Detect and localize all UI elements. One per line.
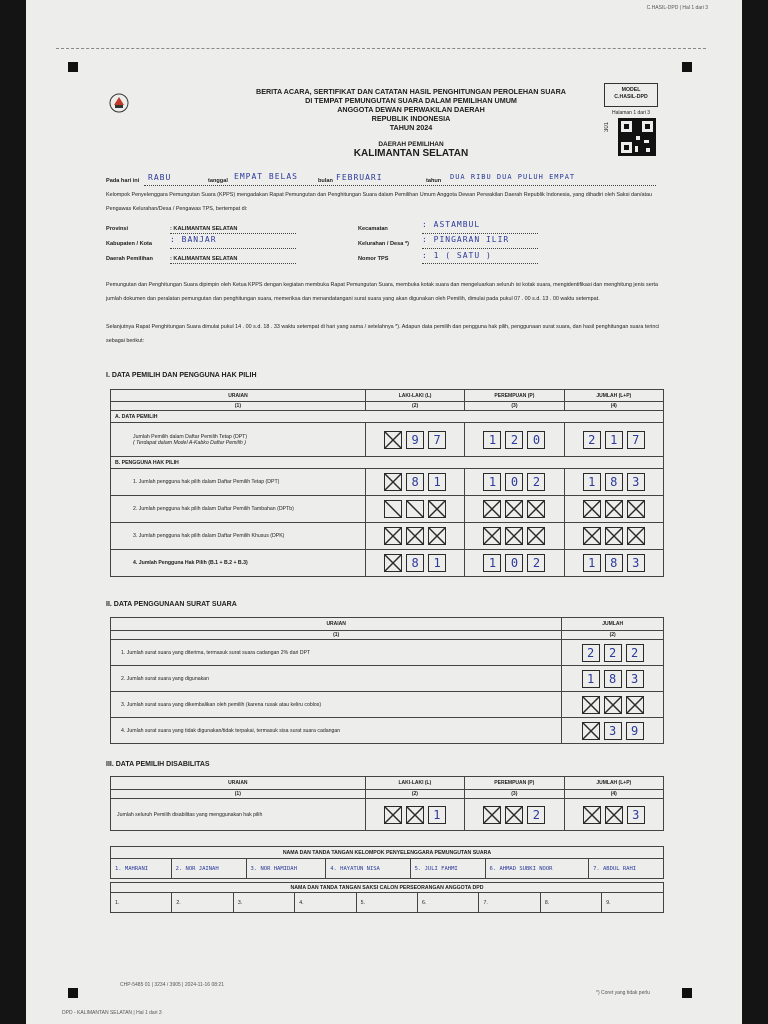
crossed-digit-box	[384, 806, 402, 824]
signature-table: NAMA DAN TANDA TANGAN KELOMPOK PENYELENGGARA PEMUNGUTAN SUARA 1. MAHRANI 2. NOR JAINAH 3. NOR HAMIDAH 4. HAYATUN NISA 5. JULI FAHMI 6. AHMAD SUBKI NOOR 7. ABDUL RAHI	[110, 846, 664, 879]
kpps-signature: 7. ABDUL RAHI	[589, 859, 664, 879]
crossed-digit-box	[384, 500, 402, 518]
kpps-signature-row	[111, 859, 664, 879]
dapil-value: : KALIMANTAN SELATAN	[170, 256, 238, 262]
tanggal-value: EMPAT BELAS	[234, 172, 298, 181]
paragraph-2: Selanjutnya Rapat Penghitungan Suara dimulai pukul 14 . 00 s.d. 18 . 33 waktu setempat di hari yang sama / setelahnya *). Adapun data pemilih dan pengguna hak pilih, penggunaan surat suara, dan hasil penghitungan suara terinci sebagai berikut:	[106, 324, 660, 344]
digit-box: 3	[626, 670, 644, 688]
saksi-signature: 2.	[172, 893, 233, 913]
digit-box: 3	[627, 554, 645, 572]
digit-box: 8	[605, 473, 623, 491]
corner-marker	[68, 62, 78, 72]
table-row: 4. Jumlah surat suara yang tidak digunakan/tidak terpakai, termasuk sisa surat suara cadangan 3 9	[111, 718, 664, 744]
digit-box: 1	[428, 554, 446, 572]
crossed-digit-box	[527, 527, 545, 545]
crossed-digit-box	[483, 500, 501, 518]
digit-box: 3	[627, 473, 645, 491]
tahun-label: tahun	[426, 178, 442, 184]
digit-box: 3	[627, 806, 645, 824]
section-1-table: URAIAN LAKI-LAKI (L) PEREMPUAN (P) JUMLAH (L+P) (1) (2) (3) (4) A. DATA PEMILIH Jumlah Pemilih dalam Daftar Pemilih Tetap (DPT) ( Terdapat dalam Model A-Kabko Daftar Pemilih ) 9 7 1 2 0 2 1 7 B. PENGGUNA HAK PILIH 1. Jumlah pengguna hak pilih dalam Daftar Pemilih Tetap (DPT) 8 1 1 0 2 1 8 3 2. Jumlah pengguna hak pilih dalam Daftar Pemilih Tambahan (DPTb) 3. Jumlah pengguna hak pilih dalam Daftar Pemilih Khusus (DPK) 4. Jumlah Pengguna Hak Pilih (B.1 + B.2 + B.3) 8 1 1 0 2 1 8 3	[110, 389, 664, 577]
crossed-digit-box	[406, 500, 424, 518]
crossed-digit-box	[505, 806, 523, 824]
digit-box: 8	[406, 473, 424, 491]
digit-box: 2	[604, 644, 622, 662]
saksi-table: NAMA DAN TANDA TANGAN SAKSI CALON PERSEORANGAN ANGGOTA DPD 1. 2. 3. 4. 5. 6. 7. 8. 9.	[110, 882, 664, 913]
section-2-table: URAIAN JUMLAH (1) (2) 1. Jumlah surat suara yang diterima, termasuk surat suara cadangan 2% dari DPT 2 2 2 2. Jumlah surat suara yang digunakan 1 8 3 3. Jumlah surat suara yang dikembalikan oleh pemilih (karena rusak atau keliru coblos) 4. Jumlah surat suara yang tidak digunakan/tidak terpakai, termasuk sisa surat suara cadangan 3 9	[110, 617, 664, 744]
crossed-digit-box	[505, 527, 523, 545]
date-dotline	[144, 185, 656, 186]
kpps-signature: 3. NOR HAMIDAH	[246, 859, 326, 879]
digit-box: 1	[428, 473, 446, 491]
kpps-signature: 1. MAHRANI	[111, 859, 172, 879]
kpps-signature: 6. AHMAD SUBKI NOOR	[485, 859, 589, 879]
table-row: 4. Jumlah Pengguna Hak Pilih (B.1 + B.2 + B.3) 8 1 1 0 2 1 8 3	[111, 550, 664, 577]
print-code: CHP-5485 01 | 3234 / 3905 | 2024-11-16 08:21	[120, 982, 224, 988]
digit-box: 1	[483, 554, 501, 572]
digit-box: 7	[627, 431, 645, 449]
intro-text: Kelompok Penyelenggara Pemungutan Suara (KPPS) mengadakan Rapat Pemungutan dan Penghitungan Suara dalam Pemilihan Umum Anggota Dewan Perwakilan Daerah Republik Indonesia, yang dihadiri oleh Saksi dan/atau Pengawas Kelurahan/Desa / Pengawas TPS, bertempat di:	[106, 192, 652, 212]
digit-box: 1	[483, 473, 501, 491]
digit-box: 7	[428, 431, 446, 449]
crossed-digit-box	[428, 527, 446, 545]
day-value: RABU	[148, 173, 172, 182]
crossed-digit-box	[384, 527, 402, 545]
saksi-signature: 4.	[295, 893, 356, 913]
qr-code	[618, 118, 656, 156]
page-of: Halaman 1 dari 3	[611, 110, 651, 116]
table-row: 3. Jumlah pengguna hak pilih dalam Daftar Pemilih Khusus (DPK)	[111, 523, 664, 550]
kecamatan-value: : ASTAMBUL	[422, 220, 481, 229]
section-2-title: II. DATA PENGGUNAAN SURAT SUARA	[106, 601, 237, 608]
crossed-digit-box	[605, 527, 623, 545]
crossed-digit-box	[582, 722, 600, 740]
digit-box: 1	[428, 806, 446, 824]
kpps-signature: 4. HAYATUN NISA	[326, 859, 410, 879]
digit-box: 1	[583, 473, 601, 491]
tahun-value: DUA RIBU DUA PULUH EMPAT	[450, 173, 576, 181]
bulan-value: FEBRUARI	[336, 173, 383, 182]
digit-box: 2	[583, 431, 601, 449]
footer-note: *) Coret yang tidak perlu	[596, 990, 650, 996]
table-row: 2. Jumlah surat suara yang digunakan 1 8 3	[111, 666, 664, 692]
crossed-digit-box	[505, 500, 523, 518]
saksi-signature: 9.	[602, 893, 664, 913]
saksi-signature-row	[111, 893, 664, 913]
provinsi-label: Provinsi	[106, 226, 129, 232]
saksi-signature: 1.	[111, 893, 172, 913]
digit-box: 0	[505, 473, 523, 491]
crossed-digit-box	[406, 806, 424, 824]
crossed-digit-box	[583, 500, 601, 518]
date-prefix: Pada hari ini	[106, 178, 140, 184]
crossed-digit-box	[384, 554, 402, 572]
crossed-digit-box	[428, 500, 446, 518]
digit-box: 2	[527, 806, 545, 824]
kpps-signature: 2. NOR JAINAH	[171, 859, 246, 879]
kpps-signature: 5. JULI FAHMI	[410, 859, 485, 879]
table-row: 1. Jumlah pengguna hak pilih dalam Daftar Pemilih Tetap (DPT) 8 1 1 0 2 1 8 3	[111, 469, 664, 496]
kecamatan-label: Kecamatan	[358, 226, 388, 232]
digit-box: 0	[505, 554, 523, 572]
digit-box: 1	[582, 670, 600, 688]
digit-box: 8	[604, 670, 622, 688]
corner-marker	[682, 62, 692, 72]
digit-box: 8	[406, 554, 424, 572]
crossed-digit-box	[527, 500, 545, 518]
form-title: BERITA ACARA, SERTIFIKAT DAN CATATAN HASIL PENGHITUNGAN PEROLEHAN SUARA DI TEMPAT PEMUNGUTAN SUARA DALAM PEMILIHAN UMUM ANGGOTA DEWAN PERWAKILAN DAERAH REPUBLIK INDONESIA TAHUN 2024	[256, 87, 566, 132]
tanggal-label: tanggal	[208, 178, 228, 184]
saksi-signature: 3.	[233, 893, 294, 913]
digit-box: 0	[527, 431, 545, 449]
tps-value: : 1 ( SATU )	[422, 251, 492, 260]
kpu-logo	[108, 92, 130, 114]
digit-box: 2	[582, 644, 600, 662]
crossed-digit-box	[627, 500, 645, 518]
kelurahan-value: : PINGARAN ILIR	[422, 235, 510, 244]
corner-marker	[68, 988, 78, 998]
kelurahan-label: Kelurahan / Desa *)	[358, 241, 409, 247]
crossed-digit-box	[384, 473, 402, 491]
crossed-digit-box	[605, 500, 623, 518]
section-1b-title: B. PENGGUNA HAK PILIH	[111, 457, 664, 469]
crossed-digit-box	[582, 696, 600, 714]
crossed-digit-box	[604, 696, 622, 714]
table-row: Jumlah seluruh Pemilih disabilitas yang menggunakan hak pilih 1 2 3	[111, 799, 664, 831]
digit-box: 2	[527, 473, 545, 491]
kabupaten-label: Kabupaten / Kota	[106, 241, 152, 247]
kabupaten-value: : BANJAR	[170, 235, 217, 244]
dapil-label: Daerah Pemilihan	[106, 256, 153, 262]
digit-box: 1	[605, 431, 623, 449]
table-row: Jumlah Pemilih dalam Daftar Pemilih Tetap (DPT) ( Terdapat dalam Model A-Kabko Daftar Pemilih ) 9 7 1 2 0 2 1 7	[111, 423, 664, 457]
form-sheet	[26, 0, 742, 1024]
section-3-table: URAIAN LAKI-LAKI (L) PEREMPUAN (P) JUMLAH (L+P) (1) (2) (3) (4) Jumlah seluruh Pemilih disabilitas yang menggunakan hak pilih 1 2 3	[110, 776, 664, 831]
region-header: DAERAH PEMILIHAN KALIMANTAN SELATAN	[353, 141, 469, 159]
digit-box: 8	[605, 554, 623, 572]
saksi-signature: 5.	[356, 893, 417, 913]
cut-line	[56, 48, 706, 49]
top-strip-text: C.HASIL-DPD | Hal 1 dari 3	[646, 5, 708, 11]
tps-label: Nomor TPS	[358, 256, 389, 262]
digit-box: 9	[626, 722, 644, 740]
table-row: 1. Jumlah surat suara yang diterima, termasuk surat suara cadangan 2% dari DPT 2 2 2	[111, 640, 664, 666]
saksi-signature: 7.	[479, 893, 540, 913]
section-3-title: III. DATA PEMILIH DISABILITAS	[106, 761, 210, 768]
digit-box: 1	[583, 554, 601, 572]
digit-box: 2	[505, 431, 523, 449]
provinsi-value: : KALIMANTAN SELATAN	[170, 226, 238, 232]
model-box: MODEL C.HASIL-DPD	[604, 83, 658, 107]
crossed-digit-box	[384, 431, 402, 449]
crossed-digit-box	[483, 527, 501, 545]
section-1a-title: A. DATA PEMILIH	[111, 411, 664, 423]
bulan-label: bulan	[318, 178, 333, 184]
digit-box: 9	[406, 431, 424, 449]
form-code: 301	[604, 122, 610, 133]
saksi-signature: 8.	[540, 893, 601, 913]
crossed-digit-box	[626, 696, 644, 714]
table-row: 3. Jumlah surat suara yang dikembalikan oleh pemilih (karena rusak atau keliru coblos)	[111, 692, 664, 718]
section-1-title: I. DATA PEMILIH DAN PENGGUNA HAK PILIH	[106, 372, 257, 379]
digit-box: 2	[527, 554, 545, 572]
corner-marker	[682, 988, 692, 998]
digit-box: 3	[604, 722, 622, 740]
saksi-signature: 6.	[418, 893, 479, 913]
crossed-digit-box	[483, 806, 501, 824]
paragraph-1: Pemungutan dan Penghitungan Suara dipimpin oleh Ketua KPPS dengan kegiatan membuka Rapat Pemungutan Suara, membuka kotak suara dan mengeluarkan seluruh isi kotak suara, mengidentifikasi dan menghitung jenis serta jumlah dokumen dan peralatan pemungutan dan penghitungan suara, memeriksa dan menandatangani surat suara yang akan digunakan oleh Pemilih, dimulai pada pukul 07 . 00 s.d. 13 . 00 waktu setempat.	[106, 282, 658, 302]
table-row: 2. Jumlah pengguna hak pilih dalam Daftar Pemilih Tambahan (DPTb)	[111, 496, 664, 523]
digit-box: 1	[483, 431, 501, 449]
crossed-digit-box	[605, 806, 623, 824]
crossed-digit-box	[406, 527, 424, 545]
digit-box: 2	[626, 644, 644, 662]
crossed-digit-box	[627, 527, 645, 545]
crossed-digit-box	[583, 527, 601, 545]
bottom-strip-text: DPD - KALIMANTAN SELATAN | Hal 1 dari 3	[62, 1010, 162, 1016]
crossed-digit-box	[583, 806, 601, 824]
